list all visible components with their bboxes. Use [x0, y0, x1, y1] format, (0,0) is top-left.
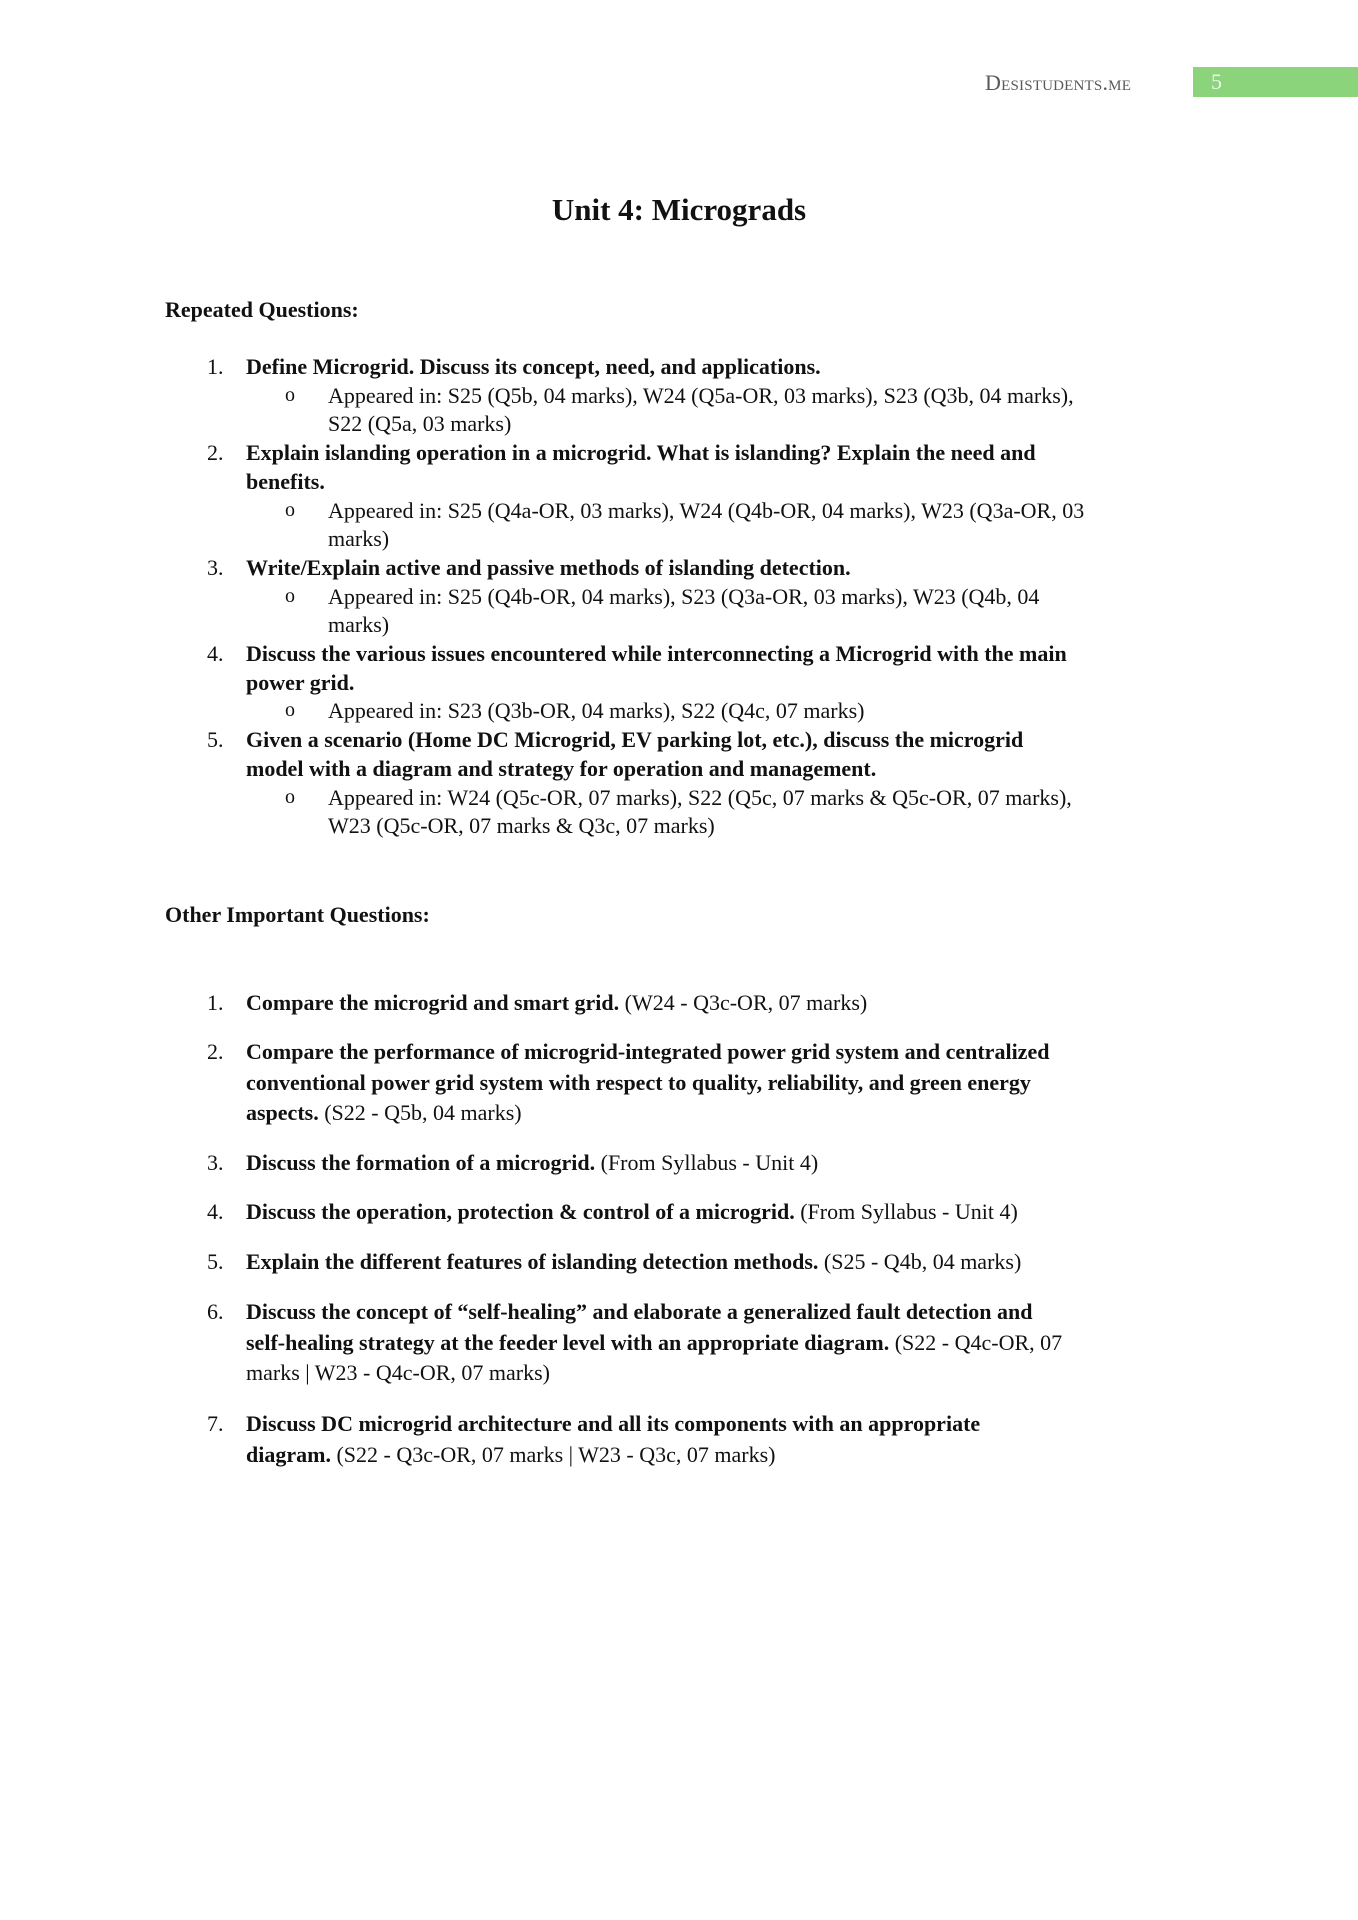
- question-text: Compare the microgrid and smart grid.: [246, 990, 620, 1015]
- appeared-in-text: S22 (Q5a, 03 marks): [328, 411, 512, 437]
- question-text: conventional power grid system with respect to quality, reliability, and green energy: [246, 1069, 1031, 1095]
- question-number: 3.: [207, 1150, 224, 1175]
- question-number: 6.: [207, 1299, 224, 1324]
- question-line: [246, 1410, 980, 1438]
- appeared-in-text: Appeared in: S25 (Q4b-OR, 04 marks), S23 (Q3a-OR, 03 marks), W23 (Q4b, 04: [328, 583, 1040, 609]
- page-title: Unit 4: Micrograds: [551, 192, 807, 227]
- question-text: Compare the performance of microgrid-integrated power grid system and centralized: [246, 1039, 1050, 1064]
- other-questions-heading: Other Important Questions:: [165, 902, 430, 927]
- appeared-in-text: Appeared in: S25 (Q4a-OR, 03 marks), W24 (Q4b-OR, 04 marks), W23 (Q3a-OR, 03: [328, 497, 1085, 523]
- appeared-in-text: Appeared in: S25 (Q5b, 04 marks), W24 (Q5a-OR, 03 marks), S23 (Q3b, 04 marks),: [328, 382, 1074, 408]
- question-number: 1.: [207, 990, 224, 1015]
- exam-reference: (S22 - Q5b, 04 marks): [318, 1100, 522, 1125]
- repeated-questions-heading: Repeated Questions:: [165, 297, 359, 322]
- question-number: 2.: [207, 440, 224, 466]
- question-number: 5.: [207, 1249, 224, 1274]
- question-line: [246, 1298, 1032, 1326]
- question-text: Discuss the concept of “self-healing” and elaborate a generalized fault detection and: [246, 1299, 1033, 1324]
- question-line: [246, 1149, 818, 1177]
- question-number: 4.: [207, 641, 224, 666]
- question-line: [246, 1359, 550, 1387]
- question-text: model with a diagram and strategy for operation and management.: [246, 755, 877, 781]
- question-line: [246, 1069, 1031, 1097]
- appeared-in-text: Appeared in: S23 (Q3b-OR, 04 marks), S22 (Q4c, 07 marks): [328, 698, 865, 724]
- appeared-in-text: Appeared in: W24 (Q5c-OR, 07 marks), S22 (Q5c, 07 marks & Q5c-OR, 07 marks),: [328, 784, 1072, 810]
- question-text: Define Microgrid. Discuss its concept, need, and applications.: [246, 354, 821, 379]
- exam-reference: (W24 - Q3c-OR, 07 marks): [619, 990, 868, 1015]
- question-line: [246, 1441, 776, 1469]
- appeared-in-text: marks): [328, 526, 390, 552]
- question-line: [246, 1329, 1062, 1357]
- question-text: aspects.: [246, 1100, 319, 1125]
- appeared-in-text: marks): [328, 612, 390, 638]
- bullet-circle-icon: o: [285, 785, 295, 808]
- question-line: [246, 989, 867, 1017]
- question-number: 4.: [207, 1199, 224, 1224]
- page-number-badge: [1193, 67, 1358, 97]
- question-number: 5.: [207, 727, 224, 753]
- question-text: Discuss DC microgrid architecture and all its components with an appropriate: [246, 1411, 981, 1436]
- question-text: Given a scenario (Home DC Microgrid, EV parking lot, etc.), discuss the microgrid: [246, 727, 1024, 753]
- question-text: Explain islanding operation in a microgrid. What is islanding? Explain the need and: [246, 440, 1036, 466]
- question-text: Discuss the formation of a microgrid.: [246, 1150, 596, 1175]
- question-text: Write/Explain active and passive methods of islanding detection.: [246, 554, 851, 580]
- exam-reference: (S22 - Q3c-OR, 07 marks | W23 - Q3c, 07 marks): [330, 1441, 776, 1467]
- bullet-circle-icon: o: [285, 498, 295, 521]
- question-text: benefits.: [246, 468, 325, 494]
- bullet-circle-icon: o: [285, 584, 295, 607]
- exam-reference: (From Syllabus - Unit 4): [595, 1150, 819, 1175]
- site-brand: Desistudents.me: [985, 70, 1132, 95]
- question-number: 2.: [207, 1039, 224, 1064]
- question-text: Discuss the operation, protection & control of a microgrid.: [246, 1199, 795, 1224]
- question-line: [246, 1038, 1049, 1066]
- exam-reference: (S22 - Q4c-OR, 07: [889, 1329, 1063, 1355]
- question-text: Discuss the various issues encountered while interconnecting a Microgrid with the main: [246, 641, 1067, 666]
- question-text: Explain the different features of islanding detection methods.: [246, 1249, 819, 1274]
- exam-reference: (S25 - Q4b, 04 marks): [818, 1249, 1022, 1274]
- bullet-circle-icon: o: [285, 383, 295, 406]
- question-number: 3.: [207, 554, 224, 580]
- exam-reference: marks | W23 - Q4c-OR, 07 marks): [246, 1360, 550, 1385]
- exam-reference: (From Syllabus - Unit 4): [794, 1199, 1018, 1224]
- question-number: 1.: [207, 354, 224, 379]
- page-number: 5: [1211, 69, 1222, 94]
- appeared-in-text: W23 (Q5c-OR, 07 marks & Q3c, 07 marks): [328, 813, 715, 839]
- question-text: self-healing strategy at the feeder level with an appropriate diagram.: [246, 1329, 890, 1355]
- question-text: diagram.: [246, 1441, 331, 1467]
- question-line: [246, 1099, 522, 1127]
- question-line: [246, 1198, 1018, 1226]
- question-line: [246, 1248, 1021, 1276]
- question-text: power grid.: [246, 669, 355, 695]
- bullet-circle-icon: o: [285, 699, 295, 722]
- question-number: 7.: [207, 1411, 224, 1436]
